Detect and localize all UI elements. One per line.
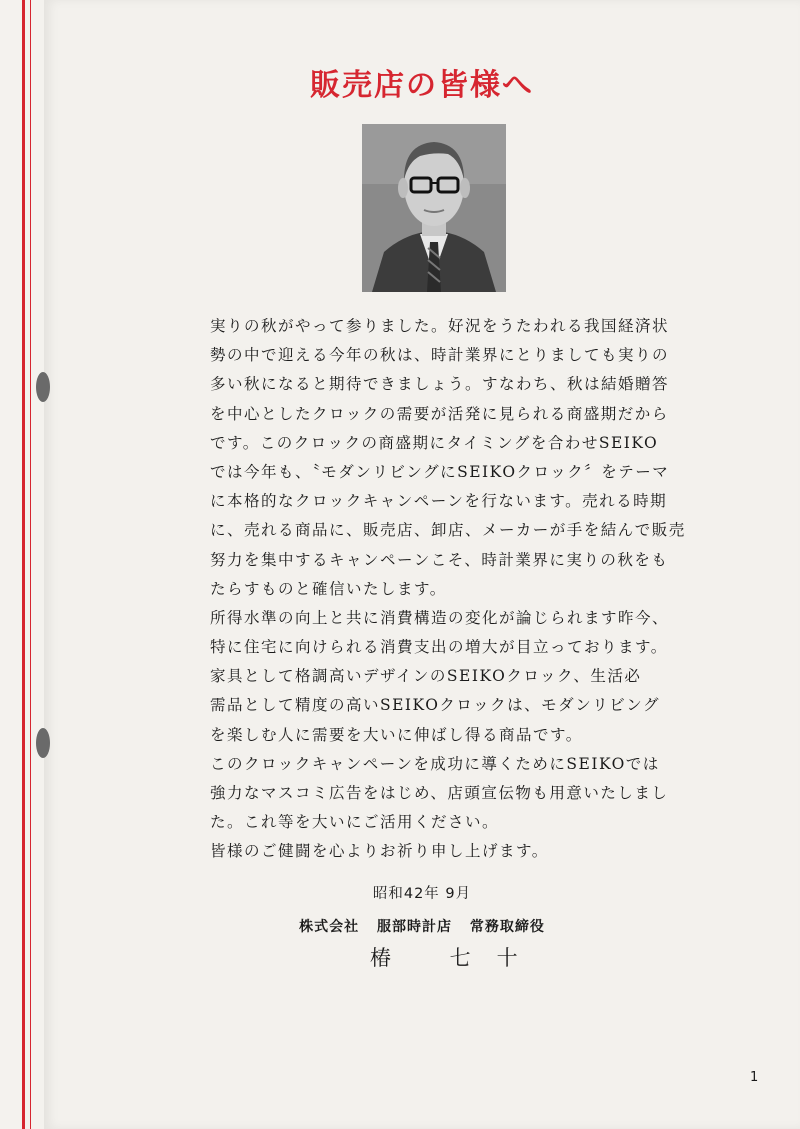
letter-line: 需品として精度の高いSEIKOクロックは、モダンリビング xyxy=(210,696,660,715)
letter-line: 特に住宅に向けられる消費支出の増大が目立っております。 xyxy=(210,638,668,657)
letter-line: では今年も、〝モダンリビングにSEIKOクロック〞をテーマ xyxy=(210,462,670,481)
letter-line: に本格的なクロックキャンペーンを行ないます。売れる時期 xyxy=(210,492,668,511)
letter-line: 努力を集中するキャンペーンこそ、時計業界に実りの秋をも xyxy=(210,550,669,569)
portrait-photo xyxy=(362,124,506,292)
letter-body xyxy=(210,312,686,867)
page-title: 販売店の皆様へ xyxy=(310,68,534,103)
letter-line: 皆様のご健闘を心よりお祈り申し上げます。 xyxy=(210,842,549,861)
portrait-icon xyxy=(362,124,506,292)
document-page xyxy=(44,0,800,1129)
binding-hole-icon xyxy=(36,372,50,402)
letter-line: 強力なマスコミ広告をはじめ、店頭宣伝物も用意いたしまし xyxy=(210,784,669,802)
red-border-line-inner xyxy=(0,0,31,1129)
letter-line: た。これ等を大いにご活用ください。 xyxy=(210,813,500,832)
signer-name: 椿 七十 xyxy=(370,946,544,970)
company-title: 株式会社 服部時計店 常務取締役 xyxy=(299,919,545,935)
letter-line: 多い秋になると期待できましょう。すなわち、秋は結婚贈答 xyxy=(210,375,670,394)
letter-line: 勢の中で迎える今年の秋は、時計業界にとりましても実りの xyxy=(210,346,670,365)
letter-line: を中心としたクロックの需要が活発に見られる商盛期だから xyxy=(210,404,669,423)
letter-line: に、売れる商品に、販売店、卸店、メーカーが手を結んで販売 xyxy=(210,521,686,540)
letter-line: 所得水準の向上と共に消費構造の変化が論じられます昨今、 xyxy=(210,608,670,627)
previous-page-edge xyxy=(0,0,45,1129)
letter-line: たらすものと確信いたします。 xyxy=(210,579,447,598)
letter-line: このクロックキャンペーンを成功に導くためにSEIKOでは xyxy=(210,754,660,773)
letter-line: を楽しむ人に需要を大いに伸ばし得る商品です。 xyxy=(210,725,583,744)
letter-date: 昭和42年 9月 xyxy=(372,886,472,902)
letter-line: 家具として格調高いデザインのSEIKOクロック、生活必 xyxy=(210,667,642,686)
binding-hole-icon xyxy=(36,728,50,758)
letter-line: 実りの秋がやって参りました。好況をうたわれる我国経済状 xyxy=(210,317,670,335)
page-number: 1 xyxy=(750,1070,759,1085)
letter-line: です。このクロックの商盛期にタイミングを合わせSEIKO xyxy=(210,433,659,452)
